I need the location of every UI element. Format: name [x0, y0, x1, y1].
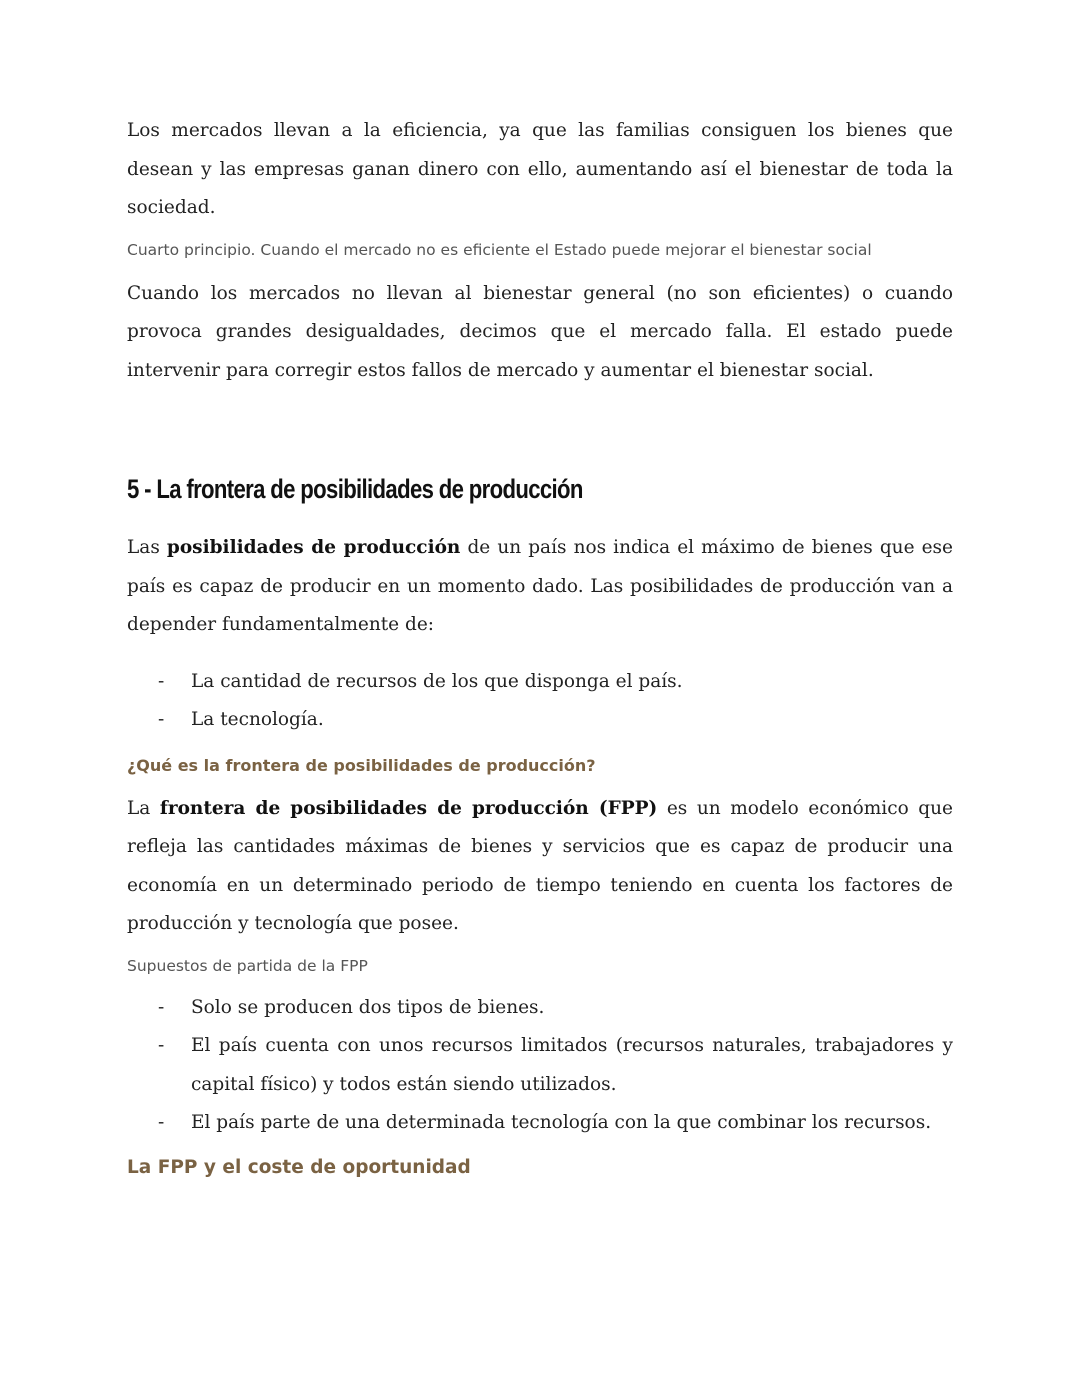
list-dependencies	[127, 663, 953, 740]
section-heading: 5 - La frontera de posibilidades de producción	[127, 474, 583, 504]
p3-text-post: de un país nos indica el máximo de bienes que ese país es capaz de producir en un momento dado. Las posibilidades de producción van a depender fundamentalmente de:	[127, 537, 953, 635]
p3-text-pre: Las	[127, 537, 167, 558]
paragraph-production-possibilities	[127, 529, 953, 645]
list-assumptions	[127, 989, 953, 1143]
list-item: - La cantidad de recursos de los que disponga el país.	[127, 663, 953, 702]
subheading-assumptions: Supuestos de partida de la FPP	[127, 956, 368, 975]
p3-bold-term: posibilidades de producción	[166, 537, 461, 558]
list-item: - El país cuenta con unos recursos limitados (recursos naturales, trabajadores y capital físico) y todos están siendo utilizados.	[127, 1027, 953, 1104]
document-page	[127, 112, 953, 1178]
paragraph-markets-efficiency: Los mercados llevan a la eficiencia, ya que las familias consiguen los bienes que desean y las empresas ganan dinero con ello, aumentando así el bienestar de toda la sociedad.	[127, 120, 953, 218]
paragraph-market-failure: Cuando los mercados no llevan al bienestar general (no son eficientes) o cuando provoca grandes desigualdades, decimos que el mercado falla. El estado puede intervenir para corregir estos fallos de mercado y aumentar el bienestar social.	[127, 282, 953, 381]
list-item: - El país parte de una determinada tecnología con la que combinar los recursos.	[127, 1104, 953, 1143]
subheading-opportunity-cost: La FPP y el coste de oportunidad	[127, 1156, 471, 1178]
list-item: - Solo se producen dos tipos de bienes.	[127, 989, 953, 1028]
p4-text-pre: La	[127, 797, 160, 819]
subheading-what-is-fpp: ¿Qué es la frontera de posibilidades de producción?	[127, 755, 596, 775]
p4-text-post: es un modelo económico que refleja las cantidades máximas de bienes y servicios que es capaz de producir una economía en un determinado periodo de tiempo teniendo en cuenta los factores de producción y tecnología que posee.	[127, 797, 953, 934]
p4-bold-term: frontera de posibilidades de producción (FPP)	[159, 797, 658, 819]
paragraph-fpp-definition	[127, 790, 953, 944]
list-item: - La tecnología.	[127, 701, 953, 740]
subheading-fourth-principle: Cuarto principio. Cuando el mercado no es eficiente el Estado puede mejorar el bienestar social	[127, 240, 872, 259]
